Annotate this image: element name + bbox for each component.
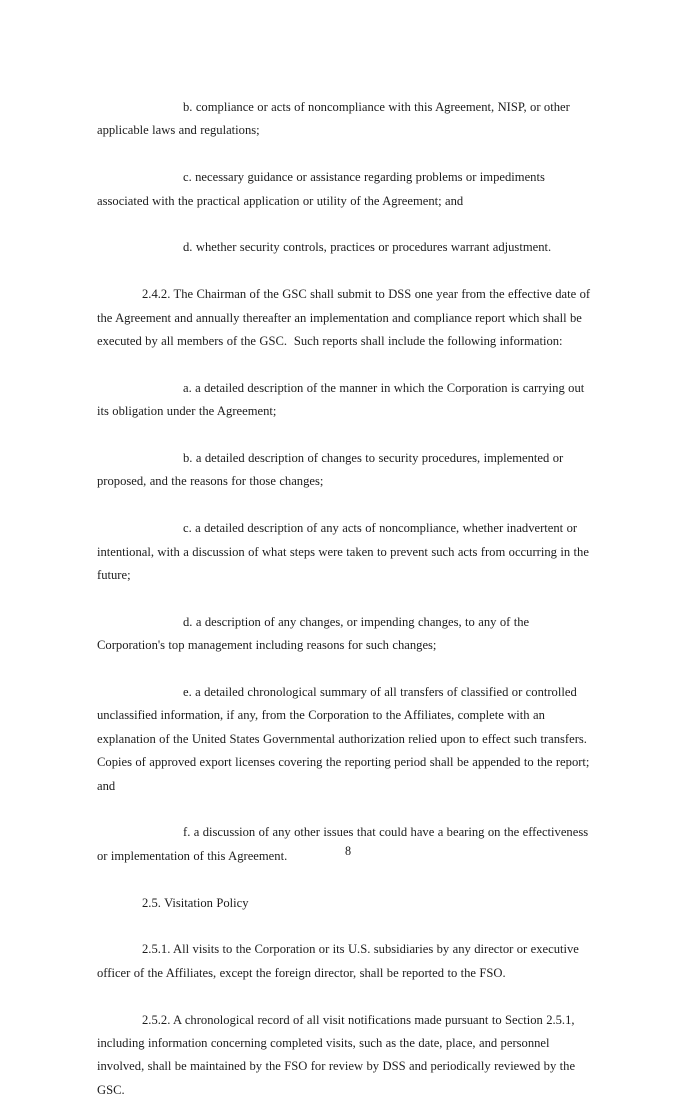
paragraph-item-d-management-changes: d. a description of any changes, or impending changes, to any of the Corporation's top management including reasons for such changes;	[97, 614, 533, 653]
paragraph-section-2-4-2: 2.4.2. The Chairman of the GSC shall submit to DSS one year from the effective date of the Agreement and annually thereafter an implementation and compliance report which shall be executed by all members of the GSC. Such reports shall include the following information:	[97, 287, 594, 349]
paragraph-item-e-chronological-summary: e. a detailed chronological summary of all transfers of classified or controlled unclassified information, if any, from the Corporation to the Affiliates, complete with an explanation of the United States Governmental authorization relied upon to effect such transfers. Copies of approved export licenses covering the reporting period shall be appended to the report; and	[97, 685, 594, 793]
paragraph-item-f-other-issues: f. a discussion of any other issues that could have a bearing on the effectiveness or implementation of this Agreement.	[97, 825, 592, 863]
document-body	[97, 96, 598, 1102]
paragraph-item-a-detailed-description: a. a detailed description of the manner in which the Corporation is carrying out its obligation under the Agreement;	[97, 380, 588, 419]
paragraph-item-c-acts-noncompliance: c. a detailed description of any acts of noncompliance, whether inadvertent or intentional, with a discussion of what steps were taken to prevent such acts from occurring in the future;	[97, 521, 593, 583]
paragraph-section-2-5-2: 2.5.2. A chronological record of all visit notifications made pursuant to Section 2.5.1, including information concerning completed visits, such as the date, place, and personnel involved, shall be maintained by the FSO for review by DSS and periodically reviewed by the GSC.	[97, 1012, 579, 1097]
heading-section-2-5-visitation-policy: 2.5. Visitation Policy	[142, 895, 249, 910]
paragraph-item-b-compliance: b. compliance or acts of noncompliance with this Agreement, NISP, or other applicable laws and regulations;	[97, 100, 574, 138]
paragraph-section-2-5-1: 2.5.1. All visits to the Corporation or its U.S. subsidiaries by any director or executive officer of the Affiliates, except the foreign director, shall be reported to the FSO.	[97, 942, 583, 980]
page-number: 8	[344, 844, 352, 858]
paragraph-item-c-guidance: c. necessary guidance or assistance regarding problems or impediments associated with the practical application or utility of the Agreement; and	[97, 170, 549, 208]
paragraph-item-b-changes-security: b. a detailed description of changes to security procedures, implemented or proposed, and the reasons for those changes;	[97, 451, 567, 489]
paragraph-item-d-security-controls: d. whether security controls, practices or procedures warrant adjustment.	[183, 240, 552, 255]
